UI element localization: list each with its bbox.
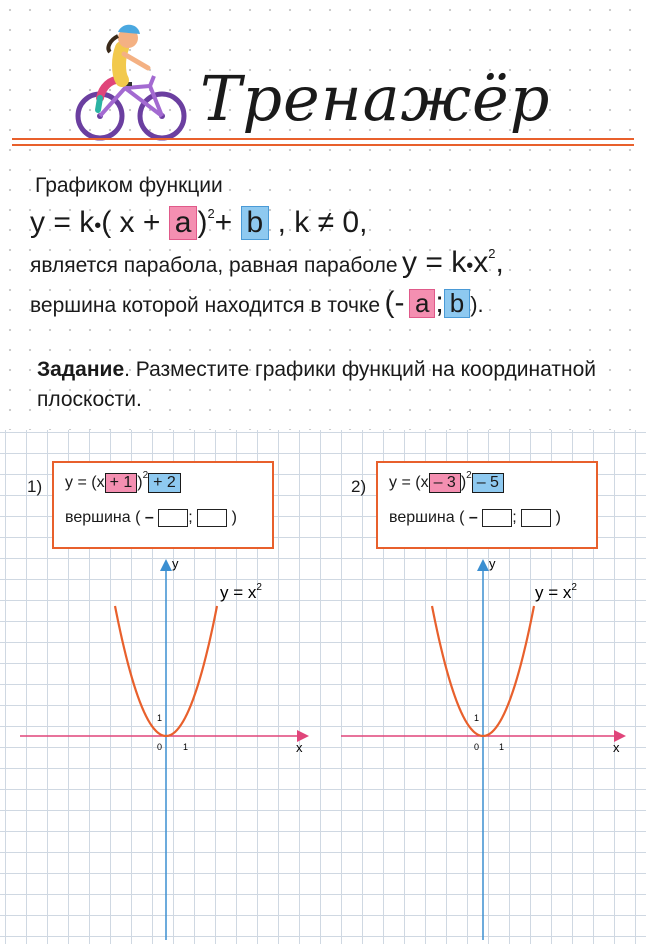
coordinate-plane-1 bbox=[0, 550, 323, 944]
param-a-box: a bbox=[169, 206, 198, 240]
parabola-dot: • bbox=[466, 255, 474, 277]
card-1-end: ) bbox=[231, 509, 237, 527]
task-body: . Разместите графики функций на координатной плоскости. bbox=[37, 358, 596, 411]
intro-line-1: Графиком функции bbox=[35, 174, 223, 197]
title-underline-2 bbox=[12, 144, 634, 146]
card-1-semicolon: ; bbox=[188, 509, 193, 527]
card-2-end: ) bbox=[555, 509, 561, 527]
vertex-open: (- bbox=[384, 286, 405, 319]
param-b-box: b bbox=[241, 206, 270, 240]
card-1-b-box: + 2 bbox=[148, 473, 181, 493]
y-axis-label-2: y bbox=[489, 556, 496, 571]
card-2-vertex bbox=[389, 509, 561, 527]
origin-label-2: 0 bbox=[474, 742, 480, 752]
intro-line-4-text: вершина которой находится в точке bbox=[30, 294, 381, 317]
card-2-number: 2) bbox=[351, 477, 367, 496]
y-axis-label-1: y bbox=[172, 556, 179, 571]
title-underline bbox=[12, 138, 634, 140]
vertex-sep: ; bbox=[435, 286, 444, 319]
parabola-formula: y = k bbox=[402, 246, 467, 279]
card-1-vertex bbox=[65, 509, 237, 527]
page-title: Тренажёр bbox=[200, 62, 551, 135]
card-1-vertex-label: вершина ( bbox=[65, 509, 141, 527]
card-1-number: 1) bbox=[27, 477, 43, 496]
curve-label-2-text: y = x bbox=[535, 583, 572, 602]
x-tick-label-2: 1 bbox=[499, 742, 505, 752]
curve-label-1-text: y = x bbox=[220, 583, 257, 602]
card-1-answer-b[interactable] bbox=[197, 509, 227, 527]
card-1-answer-a[interactable] bbox=[158, 509, 188, 527]
formula-dot: • bbox=[94, 215, 102, 237]
x-axis-label-1: x bbox=[296, 740, 303, 755]
card-2-prefix: y = (x bbox=[389, 474, 429, 491]
card-1-function bbox=[65, 470, 181, 493]
formula-lead: y = k bbox=[30, 206, 95, 239]
card-2-vertex-label: вершина ( bbox=[389, 509, 465, 527]
card-2-function bbox=[389, 470, 504, 493]
card-1-prefix: y = (x bbox=[65, 474, 105, 491]
intro-line-3 bbox=[30, 246, 504, 280]
intro-line-4 bbox=[30, 286, 484, 320]
y-tick-label-1: 1 bbox=[157, 713, 163, 723]
parabola-x: x bbox=[473, 246, 489, 279]
formula-tail: , k ≠ 0, bbox=[277, 206, 368, 239]
formula-close: ) bbox=[197, 206, 208, 239]
curve-label-1 bbox=[220, 582, 262, 602]
task-card-1 bbox=[52, 461, 274, 549]
card-2-exponent: 2 bbox=[466, 470, 472, 481]
formula-exponent: 2 bbox=[207, 206, 215, 221]
task-label: Задание bbox=[37, 358, 125, 381]
card-1-a-box: + 1 bbox=[105, 473, 138, 493]
curve-label-2-exp: 2 bbox=[571, 582, 577, 593]
formula-plus: + bbox=[214, 206, 233, 239]
parabola-exponent: 2 bbox=[488, 246, 496, 261]
card-2-answer-a[interactable] bbox=[482, 509, 512, 527]
card-2-b-box: – 5 bbox=[472, 473, 504, 493]
cyclist-illustration bbox=[70, 18, 190, 143]
card-2-answer-b[interactable] bbox=[521, 509, 551, 527]
y-tick-label-2: 1 bbox=[474, 713, 480, 723]
task-card-2 bbox=[376, 461, 598, 549]
card-1-minus: – bbox=[144, 509, 154, 527]
card-1-exponent: 2 bbox=[142, 470, 149, 481]
card-2-semicolon: ; bbox=[512, 509, 517, 527]
parabola-tail: , bbox=[495, 246, 504, 279]
card-2-close: ) bbox=[460, 474, 467, 491]
card-2-a-box: – 3 bbox=[429, 473, 461, 493]
main-formula bbox=[30, 206, 367, 240]
formula-open: ( x + bbox=[101, 206, 161, 239]
card-2-minus: – bbox=[468, 509, 478, 527]
vertex-b-box: b bbox=[444, 289, 470, 318]
card-1-close: ) bbox=[137, 474, 143, 491]
task-text bbox=[37, 355, 597, 415]
vertex-close: ). bbox=[470, 292, 484, 317]
x-axis-label-2: x bbox=[613, 740, 620, 755]
vertex-a-box: a bbox=[409, 289, 435, 318]
x-tick-label-1: 1 bbox=[183, 742, 189, 752]
curve-label-1-exp: 2 bbox=[256, 582, 262, 593]
coordinate-plane-2 bbox=[323, 550, 646, 944]
curve-label-2 bbox=[535, 582, 577, 602]
intro-line-3-text: является парабола, равная параболе bbox=[30, 254, 398, 277]
origin-label-1: 0 bbox=[157, 742, 163, 752]
